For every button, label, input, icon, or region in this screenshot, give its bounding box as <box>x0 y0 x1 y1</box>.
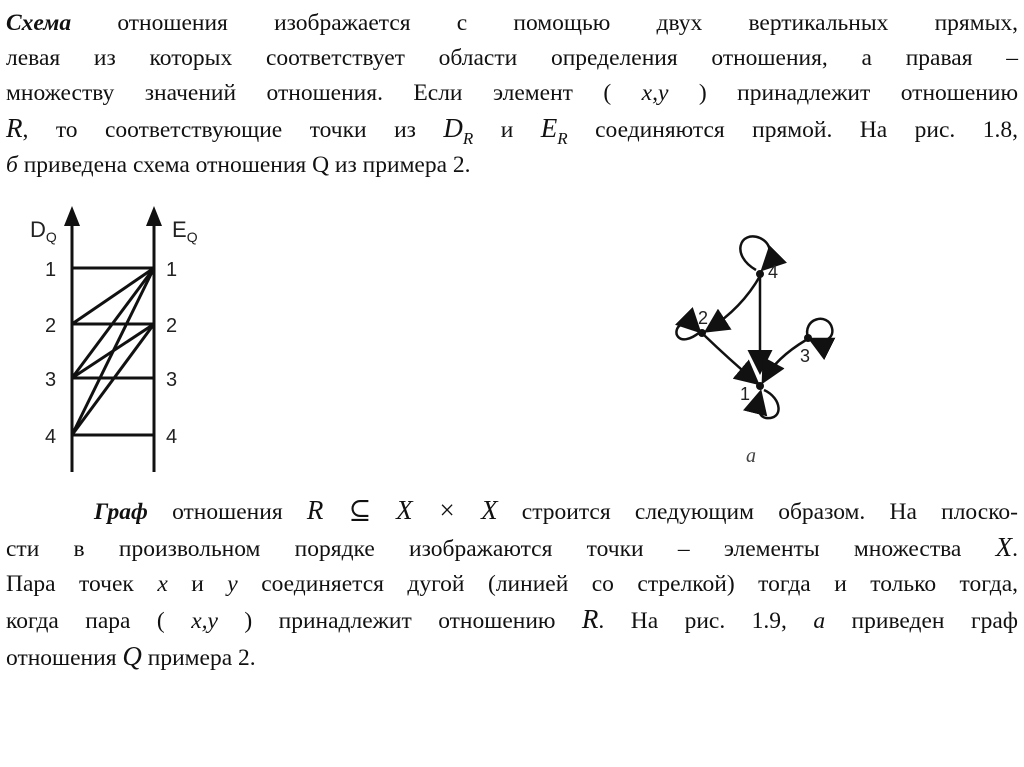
paragraph-graph-definition <box>6 493 1018 676</box>
range-point-1: 1 <box>166 259 178 281</box>
math-X: X <box>995 532 1013 562</box>
math-R: R <box>581 604 599 634</box>
graph-node <box>698 329 706 337</box>
text: левая из которых соответствует области определения отношения, а правая – <box>6 45 1018 71</box>
line <box>6 639 1018 676</box>
line <box>6 41 1018 76</box>
text: ) принадлежит отношению <box>668 80 1019 106</box>
math-E: E <box>540 113 558 143</box>
range-point-4: 4 <box>166 426 178 448</box>
text: . На рис. 1.9, <box>598 608 814 634</box>
graph-caption: а <box>746 445 756 467</box>
text: соединяется дугой (линией со стрелкой) тогда и только тогда, <box>237 571 1018 597</box>
text: отношения изображается с помощью двух вертикальных прямых, <box>117 10 1019 36</box>
graph-node <box>756 382 764 390</box>
range-label: $E_Q$ <box>172 217 198 245</box>
graph-node <box>804 334 812 342</box>
line <box>6 602 1018 639</box>
math-sub: R <box>462 129 474 148</box>
line <box>6 567 1018 602</box>
text: соединяются прямой. На рис. 1.8, <box>567 117 1018 143</box>
text: строится следующим образом. На плоско- <box>497 499 1018 525</box>
line <box>6 111 1018 148</box>
term-graph: Граф <box>94 499 148 525</box>
domain-arrow-icon <box>64 206 80 226</box>
text: ) принадлежит отношению <box>217 608 582 634</box>
range-arrow-icon <box>146 206 162 226</box>
text: приведен граф <box>825 608 1018 634</box>
text: отношения <box>147 499 307 525</box>
math-xy: x,y <box>191 608 218 634</box>
math-Q: Q <box>122 641 142 671</box>
range-point-3: 3 <box>166 369 178 391</box>
math-xy: x,y <box>641 80 669 106</box>
math-x: x <box>157 571 168 597</box>
graph-node-label-4: 4 <box>768 262 779 282</box>
text: и <box>473 117 541 143</box>
edge <box>72 268 154 435</box>
text: приведена схема отношения Q из примера 2. <box>17 152 471 178</box>
loop-1 <box>758 390 778 418</box>
loop-4 <box>740 236 770 270</box>
line <box>6 493 1018 530</box>
line <box>6 6 1018 41</box>
line <box>6 148 1018 183</box>
paragraph-scheme-definition <box>6 6 1018 183</box>
text: когда пара ( <box>6 608 192 634</box>
math-a: а <box>813 608 826 634</box>
line <box>6 76 1018 111</box>
relation-scheme-figure <box>0 200 230 485</box>
loop-2 <box>676 323 700 340</box>
domain-point-3: 3 <box>45 369 57 391</box>
range-point-2: 2 <box>166 315 178 337</box>
math-sub: R <box>557 129 568 148</box>
relation-edges <box>72 268 154 435</box>
text: отношения <box>6 645 123 671</box>
edge-4-2 <box>708 276 760 330</box>
edge-2-1 <box>704 335 756 382</box>
line <box>6 530 1018 567</box>
text: примера 2. <box>141 645 256 671</box>
math-b: б <box>6 152 18 178</box>
term-scheme: Схема <box>6 10 72 36</box>
graph-node-label-1: 1 <box>740 384 751 404</box>
math-R: R <box>6 113 23 143</box>
graph-node-label-2: 2 <box>698 308 709 328</box>
math-formula: R ⊆ X × X <box>306 495 498 525</box>
text: , то соответствующие точки из <box>22 117 444 143</box>
text: множеству значений отношения. Если элемент ( <box>6 80 642 106</box>
domain-point-1: 1 <box>45 259 57 281</box>
math-D: D <box>443 113 463 143</box>
text: Пара точек <box>6 571 158 597</box>
text: сти в произвольном порядке изображаются точки – элементы множества <box>6 536 996 562</box>
text: . <box>1012 536 1018 562</box>
graph-node <box>756 270 764 278</box>
domain-point-4: 4 <box>45 426 57 448</box>
math-y: y <box>227 571 238 597</box>
domain-label: $D_Q$ <box>30 217 57 245</box>
relation-graph-figure <box>660 220 860 470</box>
text: и <box>167 571 228 597</box>
domain-point-2: 2 <box>45 315 57 337</box>
graph-node-label-3: 3 <box>800 346 811 366</box>
